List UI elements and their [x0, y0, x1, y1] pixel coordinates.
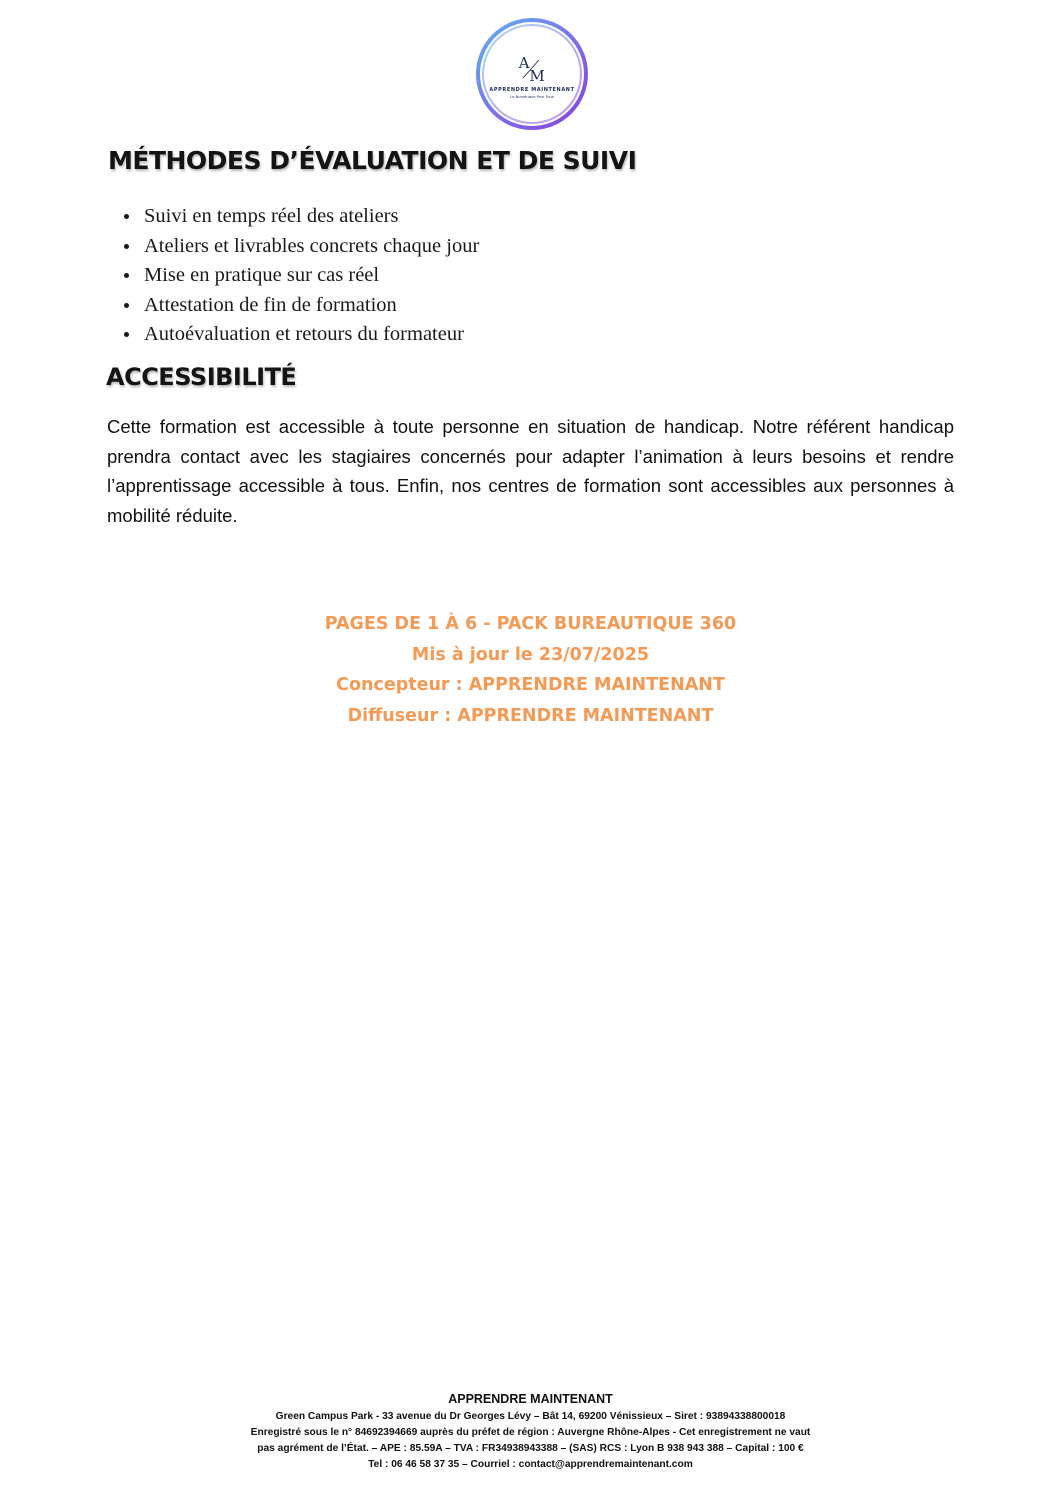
svg-text:Le Numérique Pour Tous: Le Numérique Pour Tous [510, 95, 554, 99]
list-item: Attestation de fin de formation [120, 291, 479, 321]
designer-info: Concepteur : APPRENDRE MAINTENANT [336, 675, 725, 695]
footer-address: Green Campus Park - 33 avenue du Dr Georges Lévy – Bât 14, 69200 Vénissieux – Siret : 93894338800018 [275, 1411, 786, 1422]
list-item: Autoévaluation et retours du formateur [120, 320, 479, 350]
svg-text:APPRENDRE MAINTENANT: APPRENDRE MAINTENANT [489, 87, 575, 93]
footer-legal: pas agrément de l’État. – APE : 85.59A – TVA : FR34938943388 – (SAS) RCS : Lyon B 938 943 388 – Capital : 100 € [257, 1443, 804, 1454]
bullet-icon [124, 244, 129, 249]
list-item: Mise en pratique sur cas réel [120, 261, 479, 291]
bullet-icon [124, 332, 129, 337]
list-item: Suivi en temps réel des ateliers [120, 202, 479, 232]
update-date: Mis à jour le 23/07/2025 [411, 644, 650, 665]
bullet-icon [124, 273, 129, 278]
list-item: Ateliers et livrables concrets chaque jour [120, 232, 479, 262]
evaluation-heading: MÉTHODES D’ÉVALUATION ET DE SUIVI [108, 146, 637, 175]
evaluation-list [120, 202, 479, 350]
distributor-info: Diffuseur : APPRENDRE MAINTENANT [347, 705, 714, 726]
bullet-icon [124, 303, 129, 308]
bullet-icon [124, 214, 129, 219]
footer-registration: Enregistré sous le n° 84692394669 auprès du préfet de région : Auvergne Rhône-Alpes - Cet enregistrement ne vaut [250, 1427, 811, 1438]
accessibility-paragraph: Cette formation est accessible à toute personne en situation de handicap. Notre référent handicap prendra contact avec les stagiaires concernés pour adapter l’animation à leurs besoins et rendre l’apprentissage accessible à tous. Enfin, nos centres de formation sont accessibles aux personnes à mobilité réduite. [107, 416, 954, 526]
document-meta [0, 609, 1061, 731]
pages-info: PAGES DE 1 À 6 - PACK BUREAUTIQUE 360 [324, 614, 737, 634]
svg-text:A: A [518, 54, 530, 72]
company-logo [474, 16, 590, 132]
footer-company: APPRENDRE MAINTENANT [448, 1392, 613, 1406]
accessibility-heading: ACCESSIBILITÉ [106, 363, 297, 391]
page-footer [0, 1390, 1061, 1473]
logo-seal [474, 16, 590, 132]
svg-text:M: M [529, 67, 545, 85]
footer-contact: Tel : 06 46 58 37 35 – Courriel : contact@apprendremaintenant.com [368, 1459, 693, 1470]
